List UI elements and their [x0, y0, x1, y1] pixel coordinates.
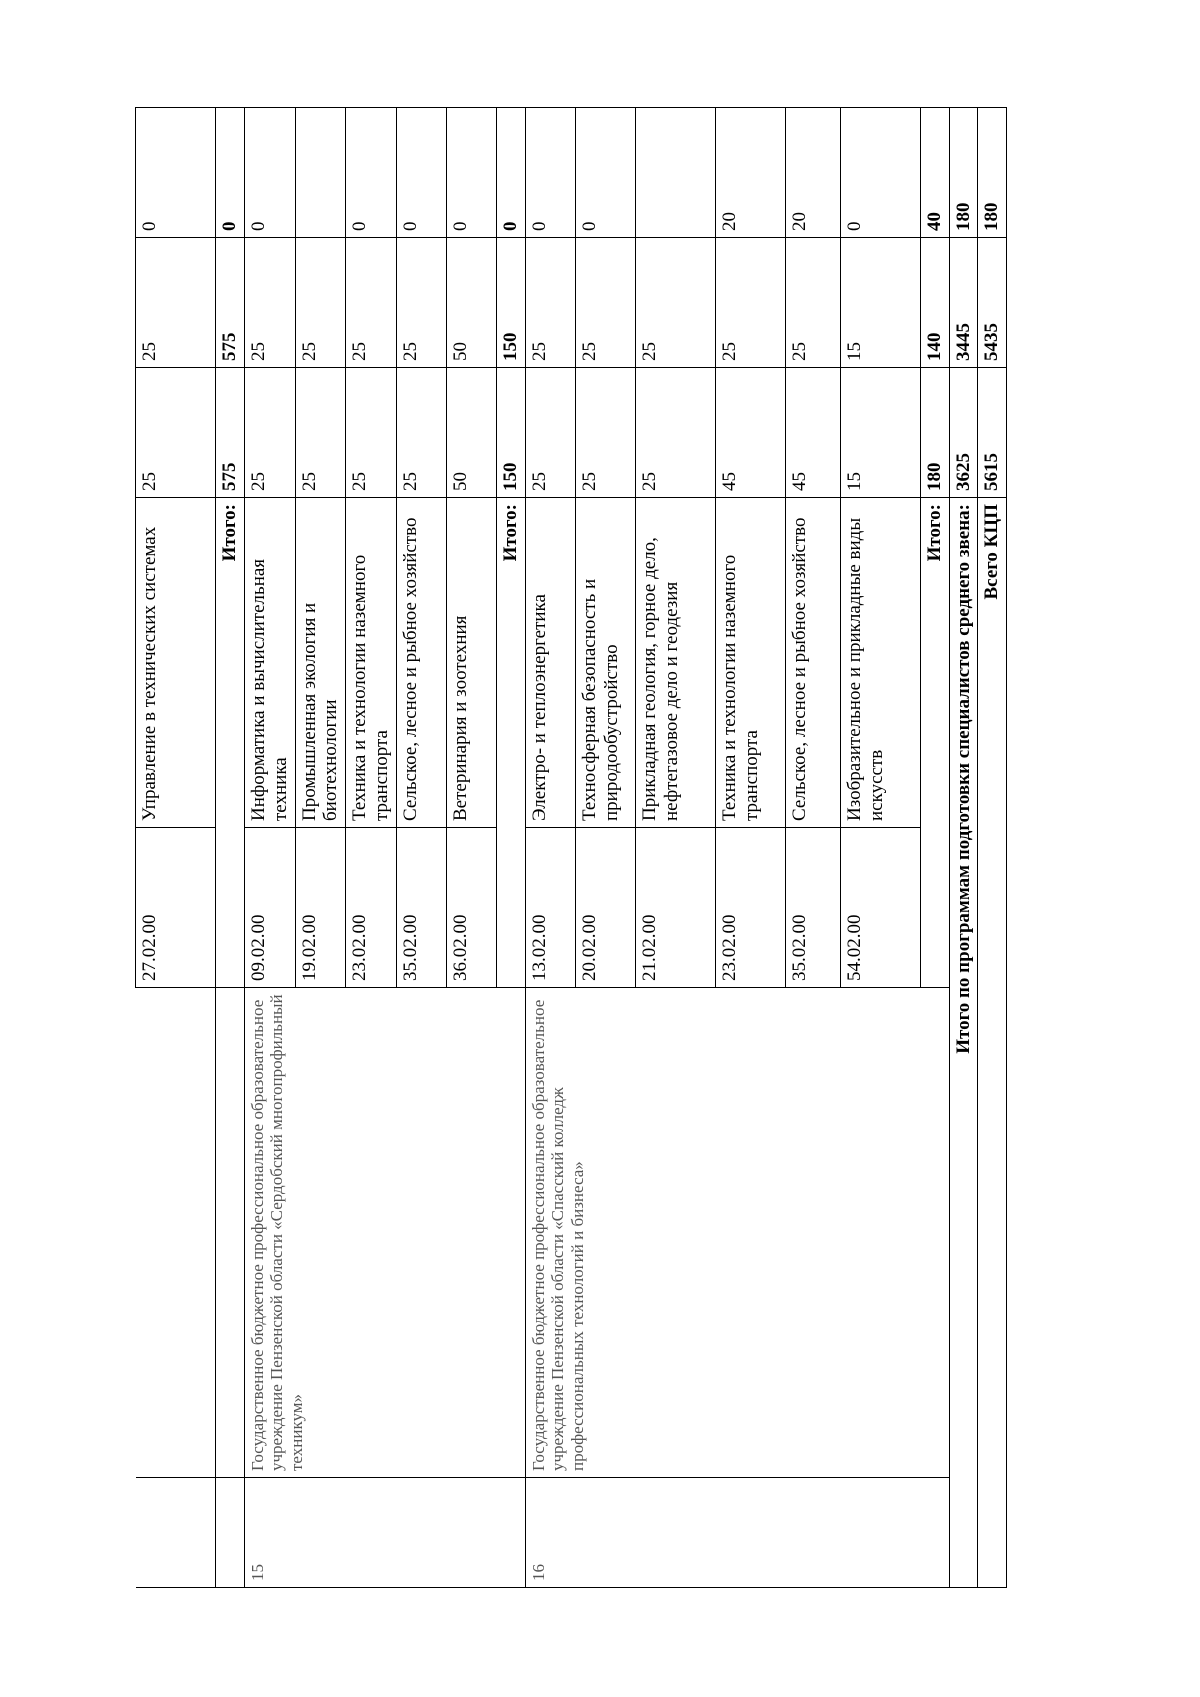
value-paid: 0 [396, 108, 446, 238]
table-row [136, 108, 216, 1588]
value-paid: 0 [575, 108, 635, 238]
value-paid [295, 108, 346, 238]
spec-name: Электро- и теплоэнергетика [525, 498, 575, 828]
spec-code: 19.02.00 [295, 828, 346, 988]
value-paid: 20 [715, 108, 785, 238]
value-paid: 0 [446, 108, 496, 238]
grand-total-row [978, 108, 1007, 1588]
table-row [525, 108, 575, 1588]
org-name: Государственное бюджетное профессиональное образовательное учреждение Пензенской области «Сердобский многопрофильный техникум» [244, 988, 525, 1478]
spec-name: Промышленная экология и биотехнологии [295, 498, 346, 828]
value-budget: 25 [396, 238, 446, 368]
subtotal-budget: 140 [920, 238, 949, 368]
subtotal-paid: 0 [216, 108, 245, 238]
spec-code: 23.02.00 [715, 828, 785, 988]
value-paid: 0 [525, 108, 575, 238]
org-number: 15 [244, 1478, 525, 1588]
spec-name: Информатика и вычислительная техника [244, 498, 295, 828]
spec-code: 09.02.00 [244, 828, 295, 988]
spec-name: Управление в технических системах [136, 498, 216, 828]
spec-code: 23.02.00 [346, 828, 397, 988]
value-total: 50 [446, 368, 496, 498]
value-budget: 15 [840, 238, 920, 368]
value-paid: 0 [136, 108, 216, 238]
org-name-cell [136, 988, 216, 1478]
value-paid: 0 [346, 108, 397, 238]
spec-name: Ветеринария и зоотехния [446, 498, 496, 828]
value-budget: 25 [715, 238, 785, 368]
spec-code: 54.02.00 [840, 828, 920, 988]
grand-total-total: 5615 [978, 368, 1007, 498]
value-budget: 25 [136, 238, 216, 368]
subtotal-label: Итого: [920, 498, 949, 988]
value-budget: 50 [446, 238, 496, 368]
subtotal-total: 180 [920, 368, 949, 498]
value-total: 15 [840, 368, 920, 498]
spec-code: 20.02.00 [575, 828, 635, 988]
value-budget: 25 [635, 238, 715, 368]
spec-name: Техника и технологии наземного транспорта [346, 498, 397, 828]
value-paid [635, 108, 715, 238]
rotated-table-container [135, 108, 1065, 1588]
spec-code: 35.02.00 [396, 828, 446, 988]
subtotal-label: Итого: [496, 498, 525, 988]
subtotal-row [216, 108, 245, 1588]
spec-name: Техносферная безопасность и природообустройство [575, 498, 635, 828]
value-budget: 25 [785, 238, 840, 368]
subtotal-budget: 150 [496, 238, 525, 368]
org-name: Государственное бюджетное профессиональное образовательное учреждение Пензенской области «Спасский колледж профессиональных технологий и бизнеса» [525, 988, 949, 1478]
value-total: 25 [396, 368, 446, 498]
value-total: 25 [525, 368, 575, 498]
spec-name: Техника и технологии наземного транспорта [715, 498, 785, 828]
value-total: 25 [136, 368, 216, 498]
spec-code: 21.02.00 [635, 828, 715, 988]
org-number-cell [136, 1478, 216, 1588]
subtotal-paid: 40 [920, 108, 949, 238]
value-paid: 20 [785, 108, 840, 238]
subtotal-total: 150 [496, 368, 525, 498]
grand-total-label: Всего КЦП [978, 498, 1007, 1588]
spec-code: 27.02.00 [136, 828, 216, 988]
spec-code: 36.02.00 [446, 828, 496, 988]
value-total: 25 [346, 368, 397, 498]
program-total-label: Итого по программам подготовки специалистов среднего звена: [949, 498, 978, 1588]
grand-total-paid: 180 [978, 108, 1007, 238]
org-number: 16 [525, 1478, 949, 1588]
subtotal-paid: 0 [496, 108, 525, 238]
program-total-paid: 180 [949, 108, 978, 238]
table-row [244, 108, 295, 1588]
subtotal-label: Итого: [216, 498, 245, 988]
value-budget: 25 [575, 238, 635, 368]
grand-subtotal-row [949, 108, 978, 1588]
spec-name: Изобразительное и прикладные виды искусств [840, 498, 920, 828]
value-budget: 25 [295, 238, 346, 368]
subtotal-budget: 575 [216, 238, 245, 368]
spec-code: 35.02.00 [785, 828, 840, 988]
value-paid: 0 [244, 108, 295, 238]
value-budget: 25 [525, 238, 575, 368]
program-total-total: 3625 [949, 368, 978, 498]
program-total-budget: 3445 [949, 238, 978, 368]
kcp-table [135, 107, 1007, 1588]
value-paid: 0 [840, 108, 920, 238]
value-total: 25 [635, 368, 715, 498]
grand-total-budget: 5435 [978, 238, 1007, 368]
value-total: 25 [295, 368, 346, 498]
value-budget: 25 [244, 238, 295, 368]
value-total: 45 [715, 368, 785, 498]
value-budget: 25 [346, 238, 397, 368]
spec-name: Прикладная геология, горное дело, нефтегазовое дело и геодезия [635, 498, 715, 828]
value-total: 25 [244, 368, 295, 498]
spec-code: 13.02.00 [525, 828, 575, 988]
spec-name: Сельское, лесное и рыбное хозяйство [785, 498, 840, 828]
value-total: 25 [575, 368, 635, 498]
spec-name: Сельское, лесное и рыбное хозяйство [396, 498, 446, 828]
subtotal-total: 575 [216, 368, 245, 498]
value-total: 45 [785, 368, 840, 498]
